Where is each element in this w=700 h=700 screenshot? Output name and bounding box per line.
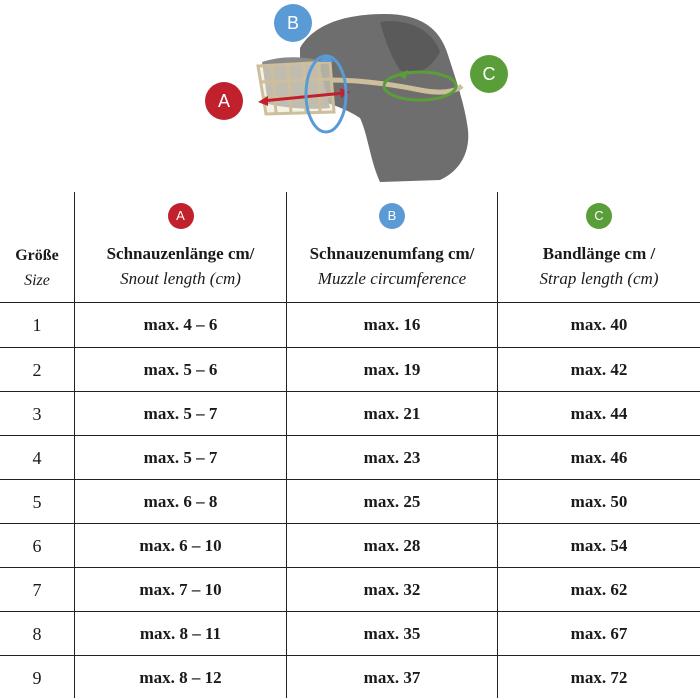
table-row: [0, 612, 700, 656]
badge-b: B: [274, 4, 312, 42]
snout-cell: max. 5 – 6: [143, 360, 218, 379]
size-cell: 4: [32, 447, 42, 468]
table-row: [0, 656, 700, 700]
circumference-cell: max. 37: [363, 668, 421, 687]
size-cell: 1: [32, 314, 42, 335]
header-strap-en: Strap length (cm): [539, 269, 659, 288]
header-snout-en: Snout length (cm): [120, 269, 241, 288]
table-row: [0, 303, 700, 347]
size-cell: 5: [32, 491, 42, 512]
header-snout: [75, 192, 286, 302]
table-row: [0, 348, 700, 392]
header-strap: [498, 192, 700, 302]
circumference-cell: max. 21: [363, 404, 421, 423]
header-badge-b: B: [379, 203, 405, 229]
header-size: [0, 192, 74, 302]
size-cell: 8: [32, 623, 42, 644]
circumference-cell: max. 23: [363, 448, 421, 467]
strap-cell: max. 50: [570, 492, 628, 511]
snout-cell: max. 5 – 7: [143, 448, 218, 467]
circumference-cell: max. 32: [363, 580, 421, 599]
snout-cell: max. 8 – 11: [139, 624, 222, 643]
header-badge-a: A: [168, 203, 194, 229]
table-row: [0, 392, 700, 436]
strap-cell: max. 72: [570, 668, 628, 687]
header-badge-c: C: [586, 203, 612, 229]
header-size-en: Size: [24, 272, 50, 289]
header-circumference: [287, 192, 497, 302]
strap-cell: max. 62: [570, 580, 628, 599]
strap-cell: max. 42: [570, 360, 628, 379]
circumference-cell: max. 35: [363, 624, 421, 643]
header-circumference-de: Schnauzenumfang cm/: [309, 244, 475, 263]
table-row: [0, 436, 700, 480]
size-cell: 7: [32, 579, 42, 600]
size-cell: 3: [32, 403, 42, 424]
badge-a: A: [205, 82, 243, 120]
circumference-cell: max. 25: [363, 492, 421, 511]
muzzle-illustration: [0, 0, 700, 190]
snout-cell: max. 4 – 6: [143, 315, 218, 334]
circumference-cell: max. 28: [363, 536, 421, 555]
strap-cell: max. 40: [570, 315, 628, 334]
snout-cell: max. 6 – 10: [139, 536, 222, 555]
header-size-de: Größe: [15, 247, 59, 264]
header-strap-de: Bandlänge cm /: [542, 244, 656, 263]
table-row: [0, 524, 700, 568]
snout-cell: max. 6 – 8: [143, 492, 218, 511]
strap-cell: max. 44: [570, 404, 628, 423]
snout-cell: max. 5 – 7: [143, 404, 218, 423]
header-circumference-en: Muzzle circumference: [317, 269, 467, 288]
snout-cell: max. 8 – 12: [139, 668, 222, 687]
size-cell: 6: [32, 535, 42, 556]
strap-cell: max. 67: [570, 624, 628, 643]
badge-c: C: [470, 55, 508, 93]
size-cell: 2: [32, 359, 42, 380]
header-snout-de: Schnauzenlänge cm/: [106, 244, 255, 263]
strap-cell: max. 46: [570, 448, 628, 467]
table-row: [0, 480, 700, 524]
circumference-cell: max. 16: [363, 315, 421, 334]
dog-muzzle-drawing: [0, 0, 700, 190]
table-row: [0, 568, 700, 612]
circumference-cell: max. 19: [363, 360, 421, 379]
size-cell: 9: [32, 667, 42, 688]
table-header: [0, 192, 700, 302]
strap-cell: max. 54: [570, 536, 628, 555]
snout-cell: max. 7 – 10: [139, 580, 222, 599]
